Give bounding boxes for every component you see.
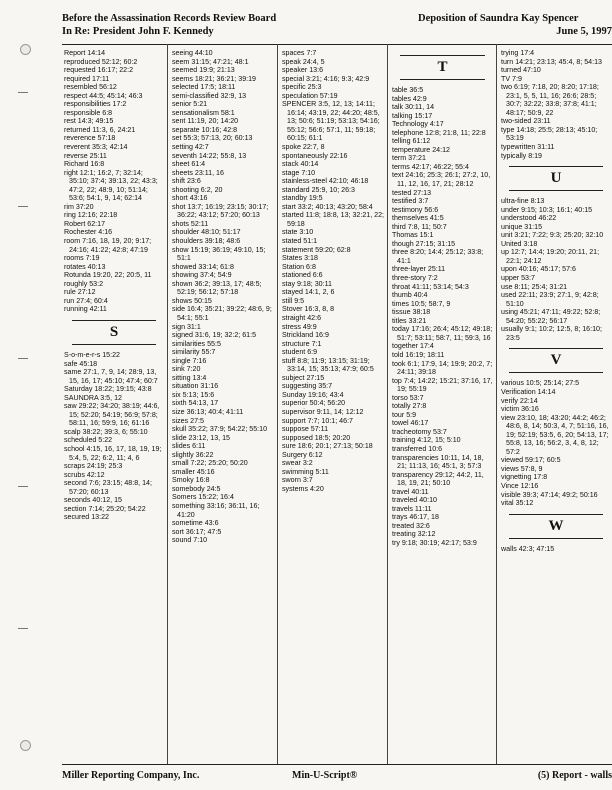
index-entry: three-layer 25:11 [392,265,446,274]
index-entry: short 43:16 [172,194,208,203]
header-rule [62,44,612,45]
index-entry: swimming 5:11 [282,467,329,476]
margin-mark [18,358,28,359]
index-entry: support 7:7; 10:1; 46:7 [282,416,353,425]
index-entry: responsibilities 17:2 [64,100,127,109]
index-entry: state 3:10 [282,228,314,237]
index-entry: shows 50:15 [172,296,212,305]
index-entry: try 9:18; 30:19; 42:17; 53:9 [392,538,477,547]
index-entry: vital 35:12 [501,499,534,508]
header-board-title: Before the Assassination Records Review Board [62,13,277,24]
index-entry: student 6:9 [282,348,318,357]
index-entry: testified 3:7 [392,197,429,206]
index-entry: typewritten 31:11 [501,143,555,152]
index-entry: statement 59:20; 62:8 [282,245,351,254]
index-entry: throat 41:11; 53:14; 54:3 [392,282,469,291]
index-entry: suggesting 35:7 [282,382,333,391]
index-entry: rule 27:12 [64,288,96,297]
index-entry: sitting 13:4 [172,373,207,382]
index-entry: scheduled 5:22 [64,436,113,445]
index-entry: States 3:18 [282,254,318,263]
index-entry: suppose 57:11 [282,425,329,434]
index-entry: side 16:4; 35:21; 39:22; 48:6, 9; 54:1; 55:1 [172,305,272,322]
index-entry: reproduced 52:12; 60:2 [64,57,138,66]
index-entry: right 12:1; 16:2, 7; 32:14; 35:10; 37:4; 39:13, 22; 43:3; 47:2, 22; 48:9, 10; 51:14; 53:6; 54:1, 9, 14; 62:14 [64,168,158,203]
index-entry: using 45:21; 47:11; 49:22; 52:8; 54:20; 55:22; 56:17 [501,308,601,325]
index-entry: standby 19:5 [282,194,323,203]
index-entry: single 7:16 [172,356,207,365]
index-entry: TV 7:9 [501,74,522,83]
index-entry: roughly 53:2 [64,279,104,288]
index-entry: reverse 25:11 [64,151,107,160]
index-entry: under 9:15; 10:3; 16:1; 40:15 [501,205,593,214]
index-entry: spaces 7:7 [282,49,317,57]
index-entry: understood 46:22 [501,214,557,223]
index-entry: swear 3:2 [282,459,313,468]
index-entry: scalp 38:22; 39:3, 6; 55:10 [64,427,148,436]
index-entry: sink 7:20 [172,365,201,374]
index-entry: section 7:14; 25:20; 54:22 [64,504,146,513]
index-entry: testimony 56:6 [392,205,439,214]
index-entry: Robert 62:17 [64,219,106,228]
index-entry: transferred 10:6 [392,444,443,453]
index-entry: walls 42:3; 47:15 [501,544,555,553]
index-entry: stage 7:10 [282,168,316,177]
index-entry: situation 31:16 [172,382,219,391]
index-entry: room 7:16, 18, 19, 20; 9:17; 24:16; 41:22; 42:8; 47:19 [64,237,152,254]
index-entry: together 17:4 [392,342,434,351]
index-entry: show 15:19; 36:19; 49:10, 15; 51:1 [172,245,266,263]
index-entry: sometime 43:6 [172,519,219,528]
index-entry: torso 53:7 [392,393,424,402]
index-entry: shot 13:7; 16:19; 23:15; 30:17; 36:22; 43:12; 57:20; 60:13 [172,202,269,220]
index-entry: United 3:18 [501,239,538,248]
index-entry: reverent 35:3; 42:14 [64,143,128,152]
index-entry: sheet 61:4 [172,160,206,169]
index-entry: speaker 13:6 [282,66,324,75]
index-entry: Technology 4:17 [392,120,444,129]
index-entry: requested 16:17; 22:2 [64,66,134,75]
index-entry: run 27:4; 60:4 [64,296,108,305]
index-entry: sixth 54:13, 17 [172,399,219,408]
index-entry: standard 25:9, 10; 26:3 [282,185,355,194]
index-entry: Rotunda 19:20, 22; 20:5, 11 [64,271,152,280]
index-entry: stay 9:18; 30:11 [282,279,332,288]
index-entry: sizes 27:5 [172,416,204,425]
index-entry: Rochester 4:16 [64,228,113,237]
index-entry: rest 14:3; 49:15 [64,117,114,126]
column-divider [167,44,168,764]
index-entry: viewed 59:17; 60:5 [501,456,561,465]
index-entry: semi-classified 32:9, 13 [172,91,247,100]
column-divider [387,44,388,764]
index-entry: scrubs 42:12 [64,470,105,479]
index-column [282,49,384,493]
index-entry: three 8:20; 14:4; 25:12; 33:8; 41:1 [392,248,484,265]
index-entry: talk 30:11, 14 [392,103,435,112]
index-entry: stayed 14:1, 2, 6 [282,288,335,297]
index-entry: SAUNDRA 3:5, 12 [64,393,122,402]
page-header [62,12,612,42]
index-entry: supposed 18:5; 20:20 [282,433,351,442]
column-divider [277,44,278,764]
index-entry: Vince 12:16 [501,481,539,490]
index-entry: rotates 40:13 [64,262,106,271]
index-entry: somebody 24:5 [172,484,221,493]
index-entry: subject 27:15 [282,373,325,382]
index-entry: though 27:15; 31:15 [392,239,456,248]
index-entry: stationed 6:6 [282,271,323,280]
index-entry: unique 31:15 [501,222,543,231]
index-entry: spoke 22:7, 8 [282,143,325,152]
index-entry: sort 36:17; 47:5 [172,527,222,536]
footer-page-range: (5) Report - walls [537,770,612,781]
header-date: June 5, 1997 [556,26,612,37]
index-entry: separate 10:16; 42:8 [172,125,238,134]
index-entry: sworn 3:7 [282,476,313,485]
index-entry: upper 53:7 [501,274,535,283]
index-entry: trays 46:17, 18 [392,513,439,522]
index-entry: secured 13:22 [64,513,109,522]
index-entry: showed 33:14; 61:8 [172,262,234,271]
index-entry: still 9:5 [282,296,305,305]
index-entry: Thomas 15:1 [392,231,434,240]
index-entry: stuff 8:8; 11:9; 13:15; 31:19; 33:14, 15; 35:13; 47:9; 60:5 [282,356,374,374]
index-column [64,49,164,522]
index-entry: stress 49:9 [282,322,317,331]
index-entry: turn 14:21; 23:13; 45:4, 8; 54:13 [501,57,602,66]
index-entry: S-o-m-e-r-s 15:22 [64,350,120,359]
index-entry: travel 40:11 [392,487,429,496]
index-entry: skull 35:22; 37:9; 54:22; 55:10 [172,425,268,434]
index-entry: school 4:15, 16, 17, 18, 19, 19; 5:4, 5, 22; 6:2, 11; 4, 6 [64,444,162,462]
index-entry: times 10:5; 58:7, 9 [392,299,451,308]
index-entry: vignetting 17:8 [501,473,548,482]
index-entry: Smoky 16:8 [172,476,210,485]
index-entry: themselves 41:5 [392,214,444,223]
index-entry: responsible 6:8 [64,108,113,117]
index-entry: thumb 40:4 [392,291,428,300]
footer-company: Miller Reporting Company, Inc. [62,770,200,781]
index-entry: sure 18:6; 20:1; 27:13; 50:18 [282,442,373,451]
index-entry: running 42:11 [64,305,107,314]
index-entry: set 55:3; 57:13, 20; 60:13 [172,134,253,143]
index-entry: Sunday 19:16; 43:4 [282,390,344,399]
index-entry: ultra-fine 8:13 [501,197,545,206]
header-left [62,12,276,38]
index-entry: sign 31:1 [172,322,201,331]
index-entry: terms 42:17; 46:22; 55:4 [392,162,469,171]
index-entry: showing 37:4; 54:9 [172,271,232,280]
index-entry: sheets 23:11, 16 [172,168,224,177]
index-entry: use 8:11; 25:4; 31:21 [501,282,568,291]
index-entry: sensationalism 58:1 [172,108,235,117]
index-entry: Somers 15:22; 16:4 [172,493,234,502]
index-entry: tested 27:13 [392,188,432,197]
index-entry: stated 51:1 [282,237,318,246]
index-entry: type 14:18; 25:5; 28:13; 45:10; 53:19 [501,125,598,143]
index-entry: used 22:11; 23:9; 27:1, 9; 42:8; 51:10 [501,291,599,308]
index-entry: structure 7:1 [282,339,322,348]
index-entry: supervisor 9:11, 14; 12:12 [282,407,364,416]
index-entry: told 16:19; 18:11 [392,350,445,359]
section-letter: T [392,55,493,80]
index-entry: titles 33:21 [392,316,427,325]
binder-hole [20,740,31,751]
index-entry: selected 17:5; 18:11 [172,83,236,92]
index-entry: Saturday 18:22; 19:15; 43:8 [64,385,152,394]
index-entry: smaller 45:16 [172,467,215,476]
index-entry: talking 15:17 [392,111,433,120]
index-entry: spontaneously 22:16 [282,151,348,160]
index-entry: size 36:13; 40:4; 41:11 [172,407,244,416]
index-entry: Stover 16:3, 8, 8 [282,305,335,314]
index-entry: sound 7:10 [172,536,208,545]
index-entry: similarities 55:5 [172,339,221,348]
index-entry: slide 23:12, 13, 15 [172,433,230,442]
index-entry: unit 3:21; 7:22; 9:3; 25:20; 32:10 [501,231,604,240]
index-entry: views 57:8, 9 [501,464,543,473]
index-entry: two-sided 23:11 [501,117,551,126]
index-entry: shoulders 39:18; 48:6 [172,237,241,246]
margin-mark [18,628,28,629]
index-entry: verify 22:14 [501,396,538,405]
index-entry: seem 31:15; 47:21; 48:1 [172,57,249,66]
index-entry: treating 32:12 [392,530,436,539]
index-entry: took 6:1; 17:9, 14; 19:9; 20:2, 7; 24:11; 39:18 [392,359,493,377]
index-entry: small 7:22; 25:20; 50:20 [172,459,248,468]
index-entry: start 33:2; 40:13; 43:20; 58:4 [282,202,373,211]
index-entry: same 27:1, 7, 9, 14; 28:9, 13, 15, 16, 17; 45:10; 47:4; 60:7 [64,368,158,385]
index-entry: towel 46:17 [392,419,429,428]
index-entry: victim 36:16 [501,405,539,414]
index-entry: turned 47:10 [501,66,541,75]
index-entry: shooting 6:2, 20 [172,185,223,194]
binder-hole [20,44,31,55]
header-case-title: In Re: President John F. Kennedy [62,26,214,37]
index-entry: training 4:12, 15; 5:10 [392,436,461,445]
index-entry: respect 44:5; 45:14; 46:3 [64,91,143,100]
index-entry: telling 61:12 [392,137,431,146]
index-entry: second 7:6; 23:15; 48:8, 14; 57:20; 60:13 [64,479,152,496]
index-entry: specific 25:3 [282,83,322,92]
index-entry: stack 40:14 [282,160,319,169]
index-entry: seventh 14:22; 55:8, 13 [172,151,247,160]
index-entry: superior 50:4; 56:20 [282,399,346,408]
index-entry: straight 42:6 [282,313,322,322]
index-entry: telephone 12:8; 21:8, 11; 22:8 [392,128,486,137]
index-entry: typically 8:19 [501,151,543,160]
index-entry: signed 31:6, 19; 32:2; 61:5 [172,331,257,340]
index-entry: special 3:21; 4:16; 9:3; 42:9 [282,74,370,83]
index-entry: seems 18:21; 36:21; 39:19 [172,74,257,83]
index-entry: resembled 56:12 [64,83,117,92]
index-entry: seeing 44:10 [172,49,213,57]
index-entry: traveled 40:10 [392,496,437,505]
index-entry: three-story 7:2 [392,274,438,283]
index-entry: shots 52:11 [172,219,209,228]
index-entry: visible 39:3; 47:14; 49:2; 50:16 [501,490,598,499]
index-entry: shoulder 48:10; 51:17 [172,228,241,237]
index-entry: tour 5:9 [392,410,417,419]
index-entry: SPENCER 3:5, 12, 13; 14:11; 16:14; 43:19, 22; 44:20; 48:5, 13; 50:6; 51:19; 53:13; 54:16; 55:12; 56:6; 57:1, 11; 59:18; 60:15; 61:1 [282,100,380,143]
index-entry: Report 14:14 [64,49,106,57]
header-deposition-title: Deposition of Saundra Kay Spencer [418,13,579,24]
index-entry: systems 4:20 [282,484,324,493]
footer-rule [62,764,612,765]
index-entry: view 23:10, 18; 43:20; 44:2; 46:2; 48:6, 8, 14; 50:3, 4, 7; 51:16, 16, 19; 52:19; 53:5, 6, 20; 54:13, 17; 55:8, 13, 16; 56:2, 3, 4, 8, 12; 57:2 [501,413,609,456]
margin-mark [18,206,28,207]
index-entry: treated 32:6 [392,521,430,530]
index-entry: text 24:16; 25:3; 26:1; 27:2, 10, 11, 12, 16, 17, 21; 28:12 [392,171,491,189]
index-entry: Richard 16:8 [64,160,105,169]
index-entry: reverence 57:18 [64,134,116,143]
index-entry: something 33:16; 36:11, 16; 41:20 [172,501,260,519]
index-column [172,49,274,545]
index-entry: speculation 57:19 [282,91,338,100]
index-entry: speak 24:4, 5 [282,57,325,66]
index-entry: Verification 14:14 [501,387,556,396]
margin-mark [18,486,28,487]
index-entry: Strickland 16:9 [282,331,329,340]
index-entry: Surgery 6:12 [282,450,323,459]
index-entry: shift 23:6 [172,177,201,186]
index-entry: six 5:13; 15:6 [172,390,215,399]
index-entry: setting 42:7 [172,143,209,152]
index-entry: required 17:11 [64,74,110,83]
index-entry: table 36:5 [392,86,424,94]
page-footer [62,770,612,784]
index-entry: tissue 38:18 [392,308,431,317]
index-entry: slides 6:11 [172,442,206,451]
index-entry: scraps 24:19; 25:3 [64,462,123,471]
index-entry: safe 45:18 [64,359,98,368]
index-entry: similarity 55:7 [172,348,216,357]
index-entry: returned 11:3, 6, 24:21 [64,125,136,134]
index-entry: transparency 29:12; 44:2, 11, 18, 19, 21; 50:10 [392,470,484,488]
margin-mark [18,92,28,93]
section-letter: U [501,166,611,191]
index-entry: stainless-steel 42:10; 46:18 [282,177,369,186]
index-entry: transparencies 10:11, 14, 18, 21; 11:13, 16; 45:1, 3; 57:3 [392,453,484,471]
index-entry: third 7:8, 11; 50:7 [392,222,447,231]
index-entry: saw 29:22; 34:20; 38:19; 44:6, 15; 52:20; 54:19; 56:9; 57:8; 58:11, 16; 59:9, 16; 61:16 [64,402,160,428]
index-entry: upon 40:16; 45:17; 57:6 [501,265,576,274]
index-entry: up 12:7; 14:4; 19:20; 20:11, 21; 22:1; 24:12 [501,248,600,265]
index-entry: seconds 40:12, 15 [64,496,122,505]
index-entry: temperature 24:12 [392,145,450,154]
index-entry: slightly 36:22 [172,450,214,459]
index-entry: rim 37:20 [64,202,94,211]
index-entry: tables 42:9 [392,94,427,103]
index-entry: today 17:16; 26:4; 45:12; 49:18; 51:7; 53:11; 58:7, 11; 59:3, 16 [392,325,493,342]
column-divider [496,44,497,764]
section-letter: V [501,348,611,373]
section-letter: S [64,320,164,345]
index-entry: tracheotomy 53:7 [392,427,447,436]
index-entry: totally 27:8 [392,402,427,411]
index-entry: trying 17:4 [501,49,535,57]
footer-brand: Min-U-Script® [292,770,358,781]
index-entry: travels 11:11 [392,504,432,513]
index-entry: shown 36:2; 39:13, 17; 48:5; 52:19; 56:12; 57:18 [172,279,262,297]
index-entry: various 10:5; 25:14; 27:5 [501,379,580,388]
index-entry: senior 5:21 [172,100,208,109]
index-entry: two 6:19; 7:18, 20; 8:20; 17:18; 23:1, 5, 5, 11, 16; 26:6; 28:5; 30:7; 32:22; 33:8; 37:8; 41:1; 48:17; 50:9, 22 [501,83,599,117]
index-entry: sent 11:19, 20; 14:20 [172,117,239,126]
index-entry: Station 6:8 [282,262,316,271]
index-entry: usually 9:1; 10:2; 12:5, 8; 16:10; 23:5 [501,325,602,342]
index-entry: top 7:4; 14:22; 15:21; 37:16, 17, 19; 55:19 [392,376,493,394]
index-entry: term 37:21 [392,154,426,163]
index-entry: ring 12:16; 22:18 [64,211,118,220]
index-entry: started 11:8; 18:8, 13; 32:21, 22; 59:18 [282,211,385,228]
index-column [501,49,611,553]
index-entry: rooms 7:19 [64,254,100,263]
index-column [392,49,493,548]
section-letter: W [501,514,611,539]
index-entry: seemed 19:9; 21:13 [172,66,235,75]
